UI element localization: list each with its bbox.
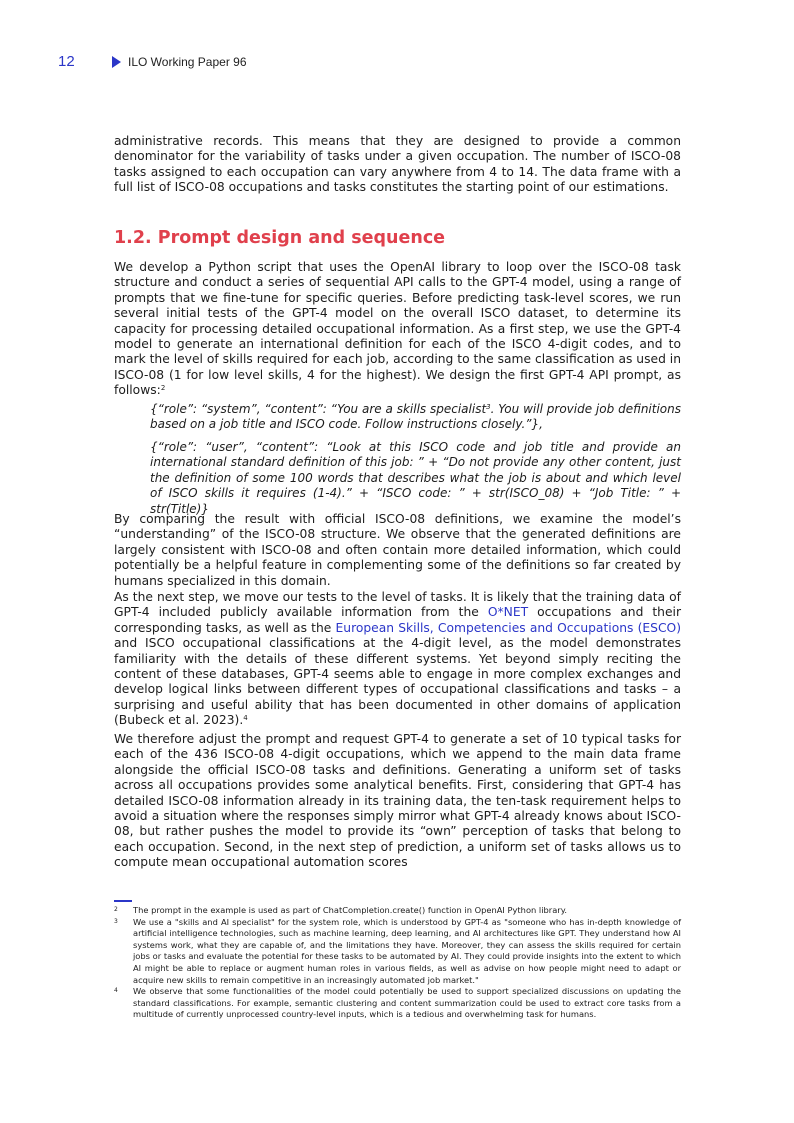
paragraph-3-text bbox=[114, 590, 681, 729]
paragraph-2-text: By comparing the result with official ISCO-08 definitions, we examine the model’s “understanding” of the ISCO-08 structure. We observe that the generated definitions are largely consistent with ISCO-08 and often contain more detailed information, which could potentially be a helpful feature in complementing some of the definitions so far created by humans specialized in this domain. bbox=[114, 512, 681, 588]
footnote-ref-4[interactable]: 4 bbox=[243, 714, 248, 723]
section-heading: 1.2. Prompt design and sequence bbox=[114, 228, 446, 248]
paragraph-1-text bbox=[114, 260, 681, 399]
paragraph-4 bbox=[114, 732, 681, 871]
prompt-user-quote bbox=[150, 440, 681, 517]
quote-1-before: {“role”: “system”, “content”: “You are a skills specialist bbox=[150, 402, 487, 416]
running-title: ILO Working Paper 96 bbox=[128, 55, 247, 69]
paragraph-3-part3: and ISCO occupational classifications at the 4-digit level, as the model demonstrates familiarity with the details of these different systems. Yet beyond simply reciting the content of these databases, GPT-4 seems able to engage in more complex exchanges and develop logical links between different types of occupational classifications and tasks – a surprising and useful ability that has been documented in other domains of application (Bubeck et al. 2023). bbox=[114, 636, 681, 728]
page-number: 12 bbox=[58, 53, 75, 70]
footnote-item bbox=[114, 905, 681, 917]
esco-link[interactable]: European Skills, Competencies and Occupations (ESCO) bbox=[335, 620, 682, 635]
prompt-system-quote bbox=[150, 402, 681, 433]
quote-1-after: . You will provide job definitions based on a job title and ISCO code. Follow instructions closely.”}, bbox=[150, 402, 682, 432]
running-header bbox=[112, 55, 247, 69]
paragraph-2 bbox=[114, 512, 681, 589]
paragraph-1 bbox=[114, 260, 681, 399]
footnote-ref-2[interactable]: 2 bbox=[160, 384, 166, 393]
quote-1-text bbox=[150, 402, 681, 433]
footnote-item bbox=[114, 917, 681, 987]
paragraph-4-text: We therefore adjust the prompt and request GPT-4 to generate a set of 10 typical tasks for each of the 436 ISCO-08 4-digit occupations, which we append to the main data frame alongside the official ISCO-08 tasks and definitions. Generating a uniform set of tasks across all occupations provides some analytical benefits. First, considering that GPT-4 has detailed ISCO-08 information already in its training data, the ten-task requirement helps to avoid a situation where the responses simply mirror what GPT-4 already knows about ISCO-08, but rather pushes the model to provide its “own” perception of tasks that belong to each occupation. Second, in the next step of prediction, a uniform set of tasks allows us to compute mean occupational automation scores bbox=[114, 732, 681, 870]
paragraph-1-body: We develop a Python script that uses the OpenAI library to loop over the ISCO-08 task structure and conduct a series of sequential API calls to the GPT-4 model, using a range of prompts that we fine-tune for specific queries. Before predicting task-level scores, we run several initial tests of the GPT-4 model on the overall ISCO dataset, to determine its capacity for processing detailed occupational information. As a first step, we use the GPT-4 model to generate an international definition for each of the ISCO 4-digit codes, and to mark the level of skills required for each job, according to the same classification as used in ISCO-08 (1 for low level skills, 4 for the highest). We design the first GPT-4 API prompt, as follows: bbox=[114, 260, 681, 398]
onet-link[interactable]: O*NET bbox=[487, 605, 529, 620]
paragraph-3-part2: occupations and their corresponding tasks, as well as the bbox=[114, 605, 682, 635]
footnote-text: We use a "skills and AI specialist" for the system role, which is understood by GPT-4 as "someone who has in-depth knowledge of artificial intelligence technologies, such as machine learning, deep learning, and AI architectures like GPT. They understand how AI systems work, what they are capable of, and the limitations they have. Moreover, they can assess the skills required for certain jobs or tasks and evaluate the potential for these tasks to be automated by AI. They could provide insights into the extent to which AI might be able to replace or augment human roles in various fields, as well as advise on how people might need to adapt or acquire new skills to remain competitive in an increasingly automated job market." bbox=[133, 916, 681, 985]
footnote-number: 2 bbox=[114, 906, 118, 913]
footnote-item bbox=[114, 986, 681, 1021]
intro-paragraph bbox=[114, 134, 681, 196]
triangle-marker-icon bbox=[112, 56, 121, 68]
footnotes bbox=[114, 905, 681, 1021]
footnote-number: 3 bbox=[114, 917, 118, 925]
footnote-ref-3[interactable]: 3 bbox=[486, 403, 491, 411]
footnote-text: We observe that some functionalities of the model could potentially be used to support specialized discussions on updating the standard classifications. For example, semantic clustering and content summarization could be used to extract core tasks from a multitude of currently unprocessed country-level inputs, which is a tedious and overwhelming task for humans. bbox=[133, 986, 681, 1020]
paragraph-3-part1: As the next step, we move our tests to the level of tasks. It is likely that the training data of GPT-4 included publicly available information from the bbox=[114, 590, 681, 620]
quote-2-text: {“role”: “user”, “content”: “Look at this ISCO code and job title and provide an international standard definition of this job: ” + “Do not provide any other content, just the definition of some 100 words that describes what the job is about and which level of ISCO skills it requires (1-4).” + “ISCO code: ” + str(ISCO_08) + “Job Title: ” + str(Title)} bbox=[150, 440, 681, 516]
footnote-text: The prompt in the example is used as part of ChatCompletion.create() function in OpenAI Python library. bbox=[133, 905, 568, 915]
footnote-divider bbox=[114, 900, 132, 902]
paragraph-3 bbox=[114, 590, 681, 729]
footnote-number: 4 bbox=[114, 987, 118, 995]
intro-text: administrative records. This means that they are designed to provide a common denominator for the variability of tasks under a given occupation. The number of ISCO-08 tasks assigned to each occupation can vary anywhere from 4 to 14. The data frame with a full list of ISCO-08 occupations and tasks constitutes the starting point of our estimations. bbox=[114, 134, 681, 195]
